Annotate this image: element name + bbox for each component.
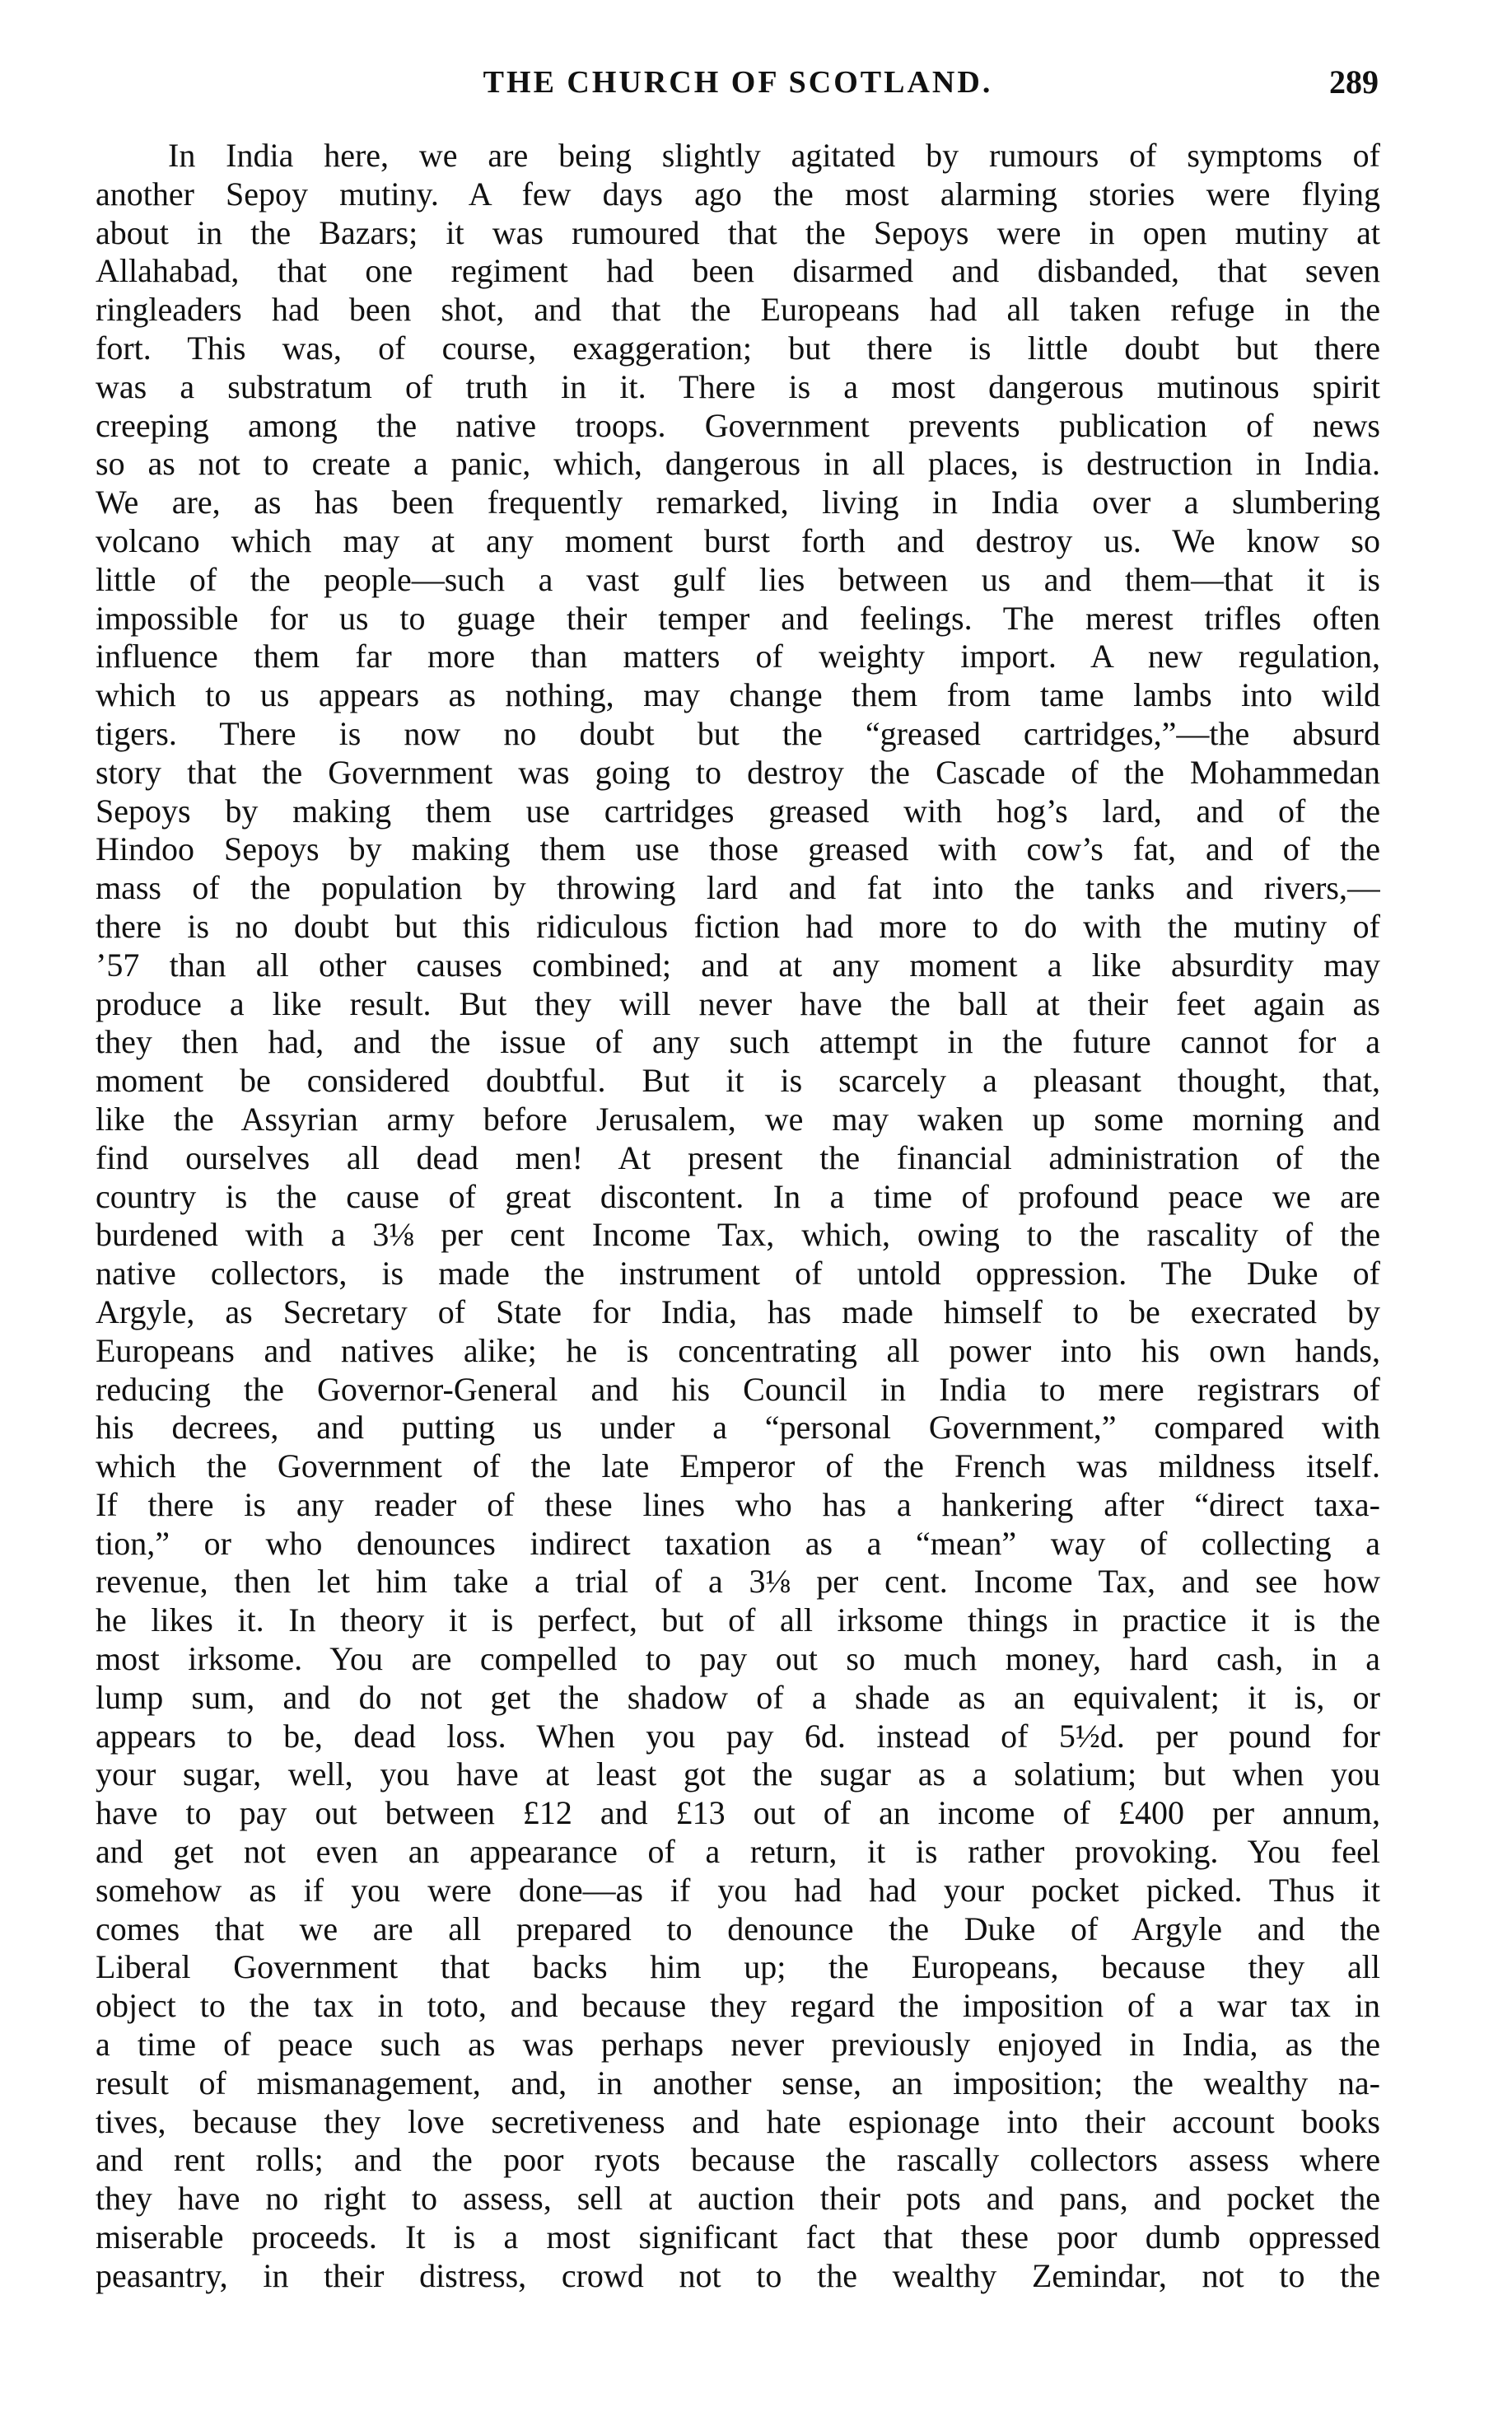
text-line: somehow as if you were done—as if you had had your pocket picked. Thus it [96,1871,1380,1909]
text-line: story that the Government was going to destroy the Cascade of the Mohammedan [96,753,1380,791]
text-line: country is the cause of great discontent. In a time of profound peace we are [96,1177,1380,1215]
text-line: creeping among the native troops. Government prevents publication of news [96,406,1380,444]
text-line: most irksome. You are compelled to pay out so much money, hard cash, in a [96,1640,1380,1678]
text-line: Sepoys by making them use cartridges greased with hog’s lard, and of the [96,792,1380,830]
text-line: and rent rolls; and the poor ryots because the rascally collectors assess where [96,2141,1380,2179]
text-line: so as not to create a panic, which, dangerous in all places, is destruction in India. [96,445,1380,483]
text-line: reducing the Governor-General and his Council in India to mere registrars of [96,1370,1380,1408]
body-paragraph [96,137,1380,2296]
text-line: Liberal Government that backs him up; the Europeans, because they all [96,1948,1380,1986]
text-line: little of the people—such a vast gulf lies between us and them—that it is [96,560,1380,598]
text-line: moment be considered doubtful. But it is scarcely a pleasant thought, that, [96,1062,1380,1100]
text-line: Hindoo Sepoys by making them use those greased with cow’s fat, and of the [96,830,1380,868]
text-line: If there is any reader of these lines who has a hankering after “direct taxa- [96,1485,1380,1523]
text-line: and get not even an appearance of a return, it is rather provoking. You feel [96,1833,1380,1871]
text-line: mass of the population by throwing lard and fat into the tanks and rivers,— [96,869,1380,907]
text-line: appears to be, dead loss. When you pay 6d. instead of 5½d. per pound for [96,1717,1380,1755]
text-line: his decrees, and putting us under a “personal Government,” compared with [96,1409,1380,1447]
text-line: In India here, we are being slightly agitated by rumours of symptoms of [168,137,1380,174]
text-line: Argyle, as Secretary of State for India, has made himself to be execrated by [96,1292,1380,1330]
running-header [97,58,1379,107]
text-line: ’57 than all other causes combined; and at any moment a like absurdity may [96,946,1380,984]
text-line: revenue, then let him take a trial of a 3⅛ per cent. Income Tax, and see how [96,1563,1380,1601]
text-line: produce a like result. But they will never have the ball at their feet again as [96,984,1380,1022]
page-number: 289 [1329,63,1379,100]
text-line: tion,” or who denounces indirect taxation as a “mean” way of collecting a [96,1524,1380,1562]
text-line: tigers. There is now no doubt but the “greased cartridges,”—the absurd [96,714,1380,752]
text-line: fort. This was, of course, exaggeration; but there is little doubt but there [96,329,1380,367]
text-line: he likes it. In theory it is perfect, but of all irksome things in practice it is the [96,1601,1380,1639]
text-line: like the Assyrian army before Jerusalem, we may waken up some morning and [96,1100,1380,1138]
text-line: find ourselves all dead men! At present the financial administration of the [96,1138,1380,1176]
running-title: THE CHURCH OF SCOTLAND. [483,65,993,100]
text-line: there is no doubt but this ridiculous fiction had more to do with the mutiny of [96,907,1380,945]
text-line: volcano which may at any moment burst forth and destroy us. We know so [96,521,1380,559]
text-line: which to us appears as nothing, may change them from tame lambs into wild [96,676,1380,714]
text-line: Europeans and natives alike; he is concentrating all power into his own hands, [96,1331,1380,1369]
text-line: have to pay out between £12 and £13 out of an income of £400 per annum, [96,1794,1380,1832]
text-line: native collectors, is made the instrument of untold oppression. The Duke of [96,1255,1380,1292]
text-line: tives, because they love secretiveness and hate espionage into their account books [96,2102,1380,2140]
text-line: about in the Bazars; it was rumoured that the Sepoys were in open mutiny at [96,213,1380,251]
text-line: was a substratum of truth in it. There is a most dangerous mutinous spirit [96,367,1380,405]
text-line: Allahabad, that one regiment had been disarmed and disbanded, that seven [96,252,1380,290]
text-line: they have no right to assess, sell at auction their pots and pans, and pocket the [96,2180,1380,2218]
text-line: which the Government of the late Emperor of the French was mildness itself. [96,1447,1380,1485]
text-line: impossible for us to guage their temper and feelings. The merest trifles often [96,599,1380,637]
text-line: We are, as has been frequently remarked, living in India over a slumbering [96,484,1380,521]
text-line: burdened with a 3⅛ per cent Income Tax, which, owing to the rascality of the [96,1216,1380,1254]
text-line: they then had, and the issue of any such attempt in the future cannot for a [96,1023,1380,1061]
text-line: comes that we are all prepared to denounce the Duke of Argyle and the [96,1910,1380,1947]
text-line: object to the tax in toto, and because they regard the imposition of a war tax in [96,1987,1380,2025]
text-line: ringleaders had been shot, and that the Europeans had all taken refuge in the [96,291,1380,329]
text-line: lump sum, and do not get the shadow of a shade as an equivalent; it is, or [96,1678,1380,1716]
text-line: influence them far more than matters of weighty import. A new regulation, [96,638,1380,675]
text-line: peasantry, in their distress, crowd not to the wealthy Zemindar, not to the [96,2256,1380,2294]
text-line: miserable proceeds. It is a most significant fact that these poor dumb oppressed [96,2218,1380,2256]
text-line: result of mismanagement, and, in another sense, an imposition; the wealthy na- [96,2064,1380,2101]
text-line: a time of peace such as was perhaps never previously enjoyed in India, as the [96,2026,1380,2064]
text-line: your sugar, well, you have at least got the sugar as a solatium; but when you [96,1755,1380,1793]
text-line: another Sepoy mutiny. A few days ago the most alarming stories were flying [96,175,1380,213]
